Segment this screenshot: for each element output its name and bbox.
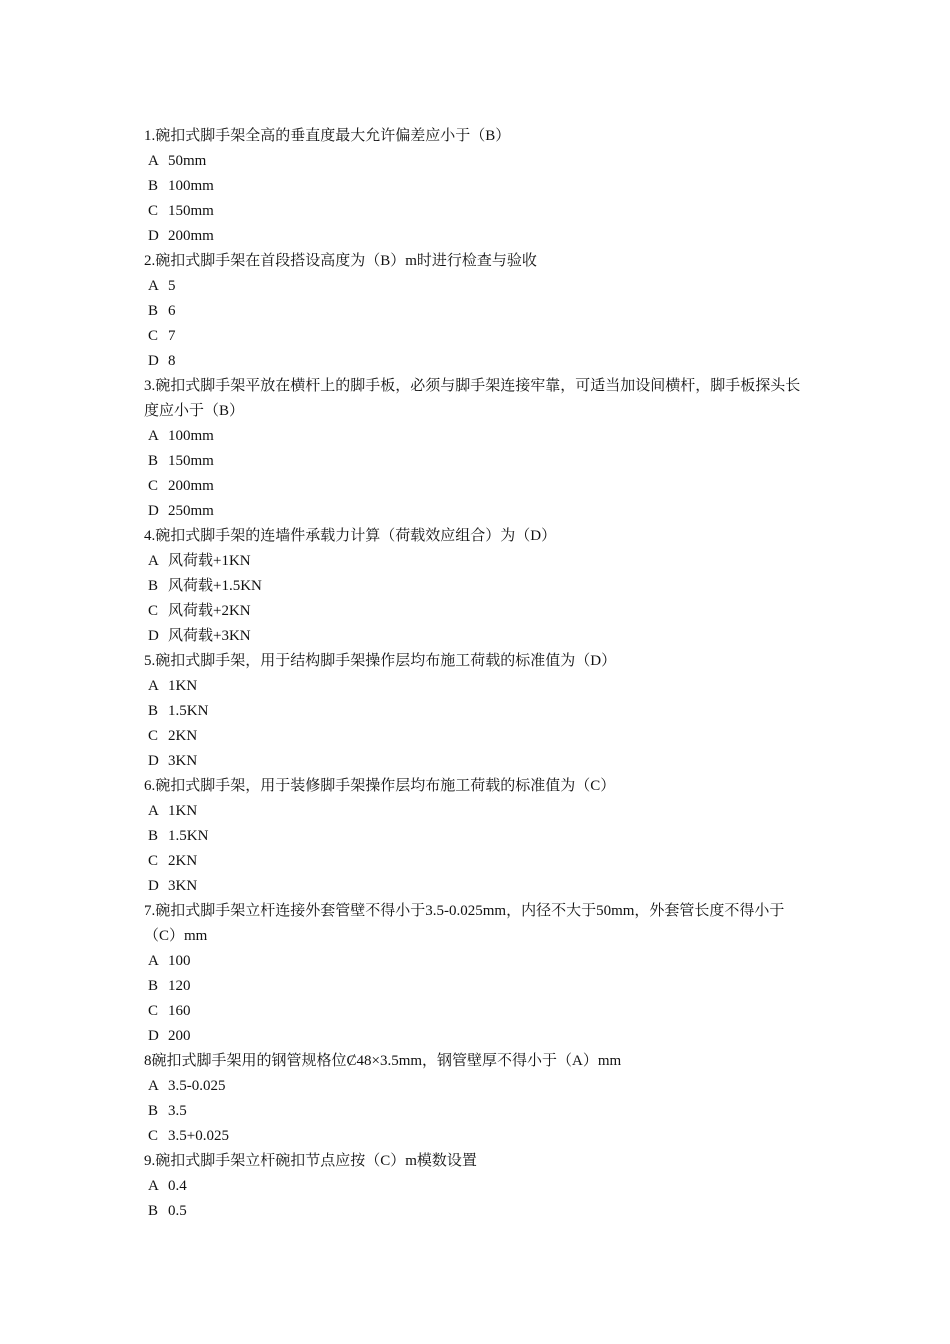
option-6b bbox=[144, 824, 814, 849]
option-2a bbox=[144, 274, 814, 299]
option-4b bbox=[144, 574, 814, 599]
option-letter: C bbox=[148, 1003, 159, 1019]
option-letter: A bbox=[148, 1078, 159, 1094]
option-7b bbox=[144, 974, 814, 999]
option-letter: B bbox=[148, 703, 159, 719]
option-letter: D bbox=[148, 878, 159, 894]
option-text: 0.5 bbox=[168, 1203, 187, 1219]
option-text: 100mm bbox=[168, 428, 214, 444]
option-letter: B bbox=[148, 828, 159, 844]
option-text: 1.5KN bbox=[168, 703, 209, 719]
option-letter: D bbox=[148, 503, 159, 519]
option-letter: A bbox=[148, 803, 159, 819]
option-letter: A bbox=[148, 678, 159, 694]
option-text: 3.5 bbox=[168, 1103, 187, 1119]
option-text: 2KN bbox=[168, 728, 198, 744]
option-3d bbox=[144, 499, 814, 524]
question-6: 6.碗扣式脚手架，用于装修脚手架操作层均布施工荷载的标准值为（C） bbox=[144, 778, 616, 794]
document-page bbox=[144, 124, 814, 1224]
option-8a bbox=[144, 1074, 814, 1099]
question-9: 9.碗扣式脚手架立杆碗扣节点应按（C）m模数设置 bbox=[144, 1153, 477, 1169]
option-text: 风荷载+3KN bbox=[168, 628, 251, 644]
option-6c bbox=[144, 849, 814, 874]
option-letter: D bbox=[148, 753, 159, 769]
option-text: 50mm bbox=[168, 153, 207, 169]
option-5b bbox=[144, 699, 814, 724]
question-3: 3.碗扣式脚手架平放在横杆上的脚手板，必须与脚手架连接牢靠，可适当加设间横杆，脚手板探头长度应小于（B） bbox=[144, 378, 801, 419]
option-letter: B bbox=[148, 978, 159, 994]
question-2: 2.碗扣式脚手架在首段搭设高度为（B）m时进行检查与验收 bbox=[144, 253, 537, 269]
option-9b bbox=[144, 1199, 814, 1224]
option-letter: C bbox=[148, 478, 159, 494]
option-text: 1KN bbox=[168, 803, 198, 819]
option-7d bbox=[144, 1024, 814, 1049]
option-text: 8 bbox=[168, 353, 176, 369]
question-5: 5.碗扣式脚手架，用于结构脚手架操作层均布施工荷载的标准值为（D） bbox=[144, 653, 617, 669]
option-text: 7 bbox=[168, 328, 176, 344]
option-letter: A bbox=[148, 153, 159, 169]
option-1a bbox=[144, 149, 814, 174]
option-text: 160 bbox=[168, 1003, 191, 1019]
option-8c bbox=[144, 1124, 814, 1149]
option-3b bbox=[144, 449, 814, 474]
question-7: 7.碗扣式脚手架立杆连接外套管壁不得小于3.5-0.025mm，内径不大于50mm，外套管长度不得小于（C）mm bbox=[144, 903, 785, 944]
option-letter: A bbox=[148, 953, 159, 969]
question-1: 1.碗扣式脚手架全高的垂直度最大允许偏差应小于（B） bbox=[144, 128, 511, 144]
option-letter: A bbox=[148, 553, 159, 569]
option-text: 3.5-0.025 bbox=[168, 1078, 226, 1094]
option-letter: B bbox=[148, 578, 159, 594]
option-3a bbox=[144, 424, 814, 449]
option-1c bbox=[144, 199, 814, 224]
option-letter: C bbox=[148, 328, 159, 344]
option-6d bbox=[144, 874, 814, 899]
option-text: 100mm bbox=[168, 178, 214, 194]
option-letter: B bbox=[148, 178, 159, 194]
option-1b bbox=[144, 174, 814, 199]
option-text: 0.4 bbox=[168, 1178, 187, 1194]
option-letter: B bbox=[148, 453, 159, 469]
option-letter: B bbox=[148, 1103, 159, 1119]
option-text: 1KN bbox=[168, 678, 198, 694]
option-letter: B bbox=[148, 1203, 159, 1219]
option-2c bbox=[144, 324, 814, 349]
option-6a bbox=[144, 799, 814, 824]
option-2d bbox=[144, 349, 814, 374]
option-letter: D bbox=[148, 228, 159, 244]
option-letter: C bbox=[148, 203, 159, 219]
option-text: 120 bbox=[168, 978, 191, 994]
option-text: 100 bbox=[168, 953, 191, 969]
option-text: 2KN bbox=[168, 853, 198, 869]
option-letter: A bbox=[148, 1178, 159, 1194]
option-letter: C bbox=[148, 1128, 159, 1144]
option-text: 150mm bbox=[168, 203, 214, 219]
question-8: 8碗扣式脚手架用的钢管规格位Ȼ48×3.5mm，钢管壁厚不得小于（A）mm bbox=[144, 1053, 622, 1069]
option-3c bbox=[144, 474, 814, 499]
option-text: 6 bbox=[168, 303, 176, 319]
option-text: 200mm bbox=[168, 478, 214, 494]
option-letter: C bbox=[148, 853, 159, 869]
option-9a bbox=[144, 1174, 814, 1199]
option-1d bbox=[144, 224, 814, 249]
question-4: 4.碗扣式脚手架的连墙件承载力计算（荷载效应组合）为（D） bbox=[144, 528, 557, 544]
option-letter: D bbox=[148, 628, 159, 644]
option-letter: D bbox=[148, 1028, 159, 1044]
option-text: 3.5+0.025 bbox=[168, 1128, 229, 1144]
option-text: 风荷载+1.5KN bbox=[168, 578, 262, 594]
option-2b bbox=[144, 299, 814, 324]
option-text: 5 bbox=[168, 278, 176, 294]
option-5d bbox=[144, 749, 814, 774]
option-text: 风荷载+1KN bbox=[168, 553, 251, 569]
option-5c bbox=[144, 724, 814, 749]
option-text: 200mm bbox=[168, 228, 214, 244]
option-7c bbox=[144, 999, 814, 1024]
option-text: 3KN bbox=[168, 878, 198, 894]
option-letter: D bbox=[148, 353, 159, 369]
option-letter: A bbox=[148, 278, 159, 294]
option-letter: A bbox=[148, 428, 159, 444]
option-text: 风荷载+2KN bbox=[168, 603, 251, 619]
option-text: 200 bbox=[168, 1028, 191, 1044]
option-5a bbox=[144, 674, 814, 699]
option-4a bbox=[144, 549, 814, 574]
option-8b bbox=[144, 1099, 814, 1124]
option-text: 150mm bbox=[168, 453, 214, 469]
option-4d bbox=[144, 624, 814, 649]
option-text: 1.5KN bbox=[168, 828, 209, 844]
option-letter: C bbox=[148, 728, 159, 744]
option-letter: B bbox=[148, 303, 159, 319]
option-letter: C bbox=[148, 603, 159, 619]
option-text: 250mm bbox=[168, 503, 214, 519]
option-4c bbox=[144, 599, 814, 624]
option-7a bbox=[144, 949, 814, 974]
option-text: 3KN bbox=[168, 753, 198, 769]
